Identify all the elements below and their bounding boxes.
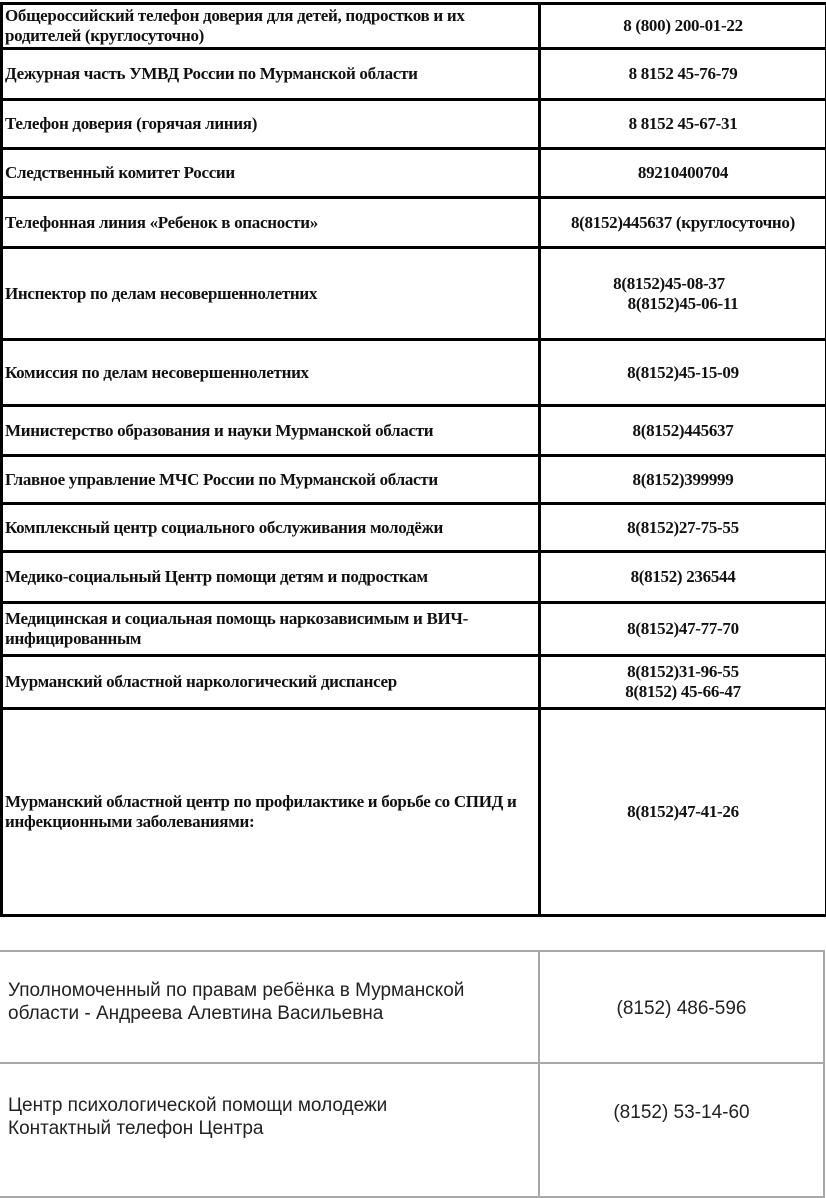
table-row <box>2 603 826 656</box>
table-row <box>2 198 826 248</box>
organization-name: Телефон доверия (горячая линия) <box>2 100 540 149</box>
phone-number-cell <box>540 340 826 406</box>
organization-name: Мурманский областной наркологический диспансер <box>2 656 540 709</box>
phone-number-cell <box>540 4 826 49</box>
hotline-table <box>0 2 826 917</box>
phone-number: 8(8152)45-15-09 <box>543 363 823 383</box>
phone-number: 8(8152)27-75-55 <box>543 518 823 538</box>
phone-number-cell <box>540 49 826 100</box>
table-row <box>2 149 826 198</box>
phone-number: 8(8152)47-41-26 <box>543 802 823 822</box>
phone-number-cell <box>540 552 826 603</box>
phone-number: 8(8152)45-08-37 <box>543 274 823 294</box>
organization-name: Министерство образования и науки Мурманской области <box>2 406 540 456</box>
organization-name: Инспектор по делам несовершеннолетних <box>2 248 540 340</box>
phone-number-cell <box>540 456 826 504</box>
organization-name: Комиссия по делам несовершеннолетних <box>2 340 540 406</box>
table-row <box>2 552 826 603</box>
organization-name: Телефонная линия «Ребенок в опасности» <box>2 198 540 248</box>
phone-number-cell <box>540 709 826 916</box>
phone-number: 8(8152)45-06-11 <box>543 294 823 314</box>
phone-number: 8(8152) 236544 <box>543 567 823 587</box>
phone-number-cell <box>540 603 826 656</box>
additional-contacts-table <box>0 950 825 1198</box>
organization-name: Медицинская и социальная помощь наркозависимым и ВИЧ-инфицированным <box>2 603 540 656</box>
phone-number: 8(8152)445637 <box>543 421 823 441</box>
table-row <box>2 340 826 406</box>
phone-number-cell <box>540 149 826 198</box>
phone-number-cell <box>540 406 826 456</box>
table-row <box>2 248 826 340</box>
organization-name: Дежурная часть УМВД России по Мурманской области <box>2 49 540 100</box>
organization-name: Главное управление МЧС России по Мурманской области <box>2 456 540 504</box>
table-row <box>0 1063 824 1197</box>
organization-name: Комплексный центр социального обслуживания молодёжи <box>2 504 540 552</box>
phone-number: 8(8152) 45-66-47 <box>543 682 823 702</box>
phone-number: 8(8152)31-96-55 <box>543 662 823 682</box>
organization-name: Следственный комитет России <box>2 149 540 198</box>
phone-number-cell <box>540 504 826 552</box>
organization-name: Медико-социальный Центр помощи детям и подросткам <box>2 552 540 603</box>
table-row <box>2 504 826 552</box>
organization-name: Общероссийский телефон доверия для детей, подростков и их родителей (круглосуточно) <box>2 4 540 49</box>
table-row <box>2 656 826 709</box>
table-row <box>2 456 826 504</box>
table-row <box>2 49 826 100</box>
phone-number: (8152) 486-596 <box>539 951 824 1063</box>
phone-number-cell <box>540 248 826 340</box>
phone-number-cell <box>540 100 826 149</box>
phone-number-cell <box>540 198 826 248</box>
phone-number: 89210400704 <box>543 163 823 183</box>
table-row <box>2 4 826 49</box>
organization-name <box>0 1063 539 1197</box>
table-row <box>0 951 824 1063</box>
organization-name-line: Центр психологической помощи молодежи <box>8 1094 538 1117</box>
phone-number: (8152) 53-14-60 <box>539 1063 824 1197</box>
phone-number: 8(8152)399999 <box>543 470 823 490</box>
organization-name-line: области - Андреева Алевтина Васильевна <box>8 1002 538 1025</box>
phone-number: 8 8152 45-76-79 <box>543 64 823 84</box>
organization-name-line: Контактный телефон Центра <box>8 1117 538 1140</box>
phone-number: 8 8152 45-67-31 <box>543 114 823 134</box>
organization-name-line: Уполномоченный по правам ребёнка в Мурманской <box>8 979 538 1002</box>
phone-number: 8(8152)47-77-70 <box>543 619 823 639</box>
table-row <box>2 406 826 456</box>
organization-name: Мурманский областной центр по профилактике и борьбе со СПИД и инфекционными заболеваниями: <box>2 709 540 916</box>
organization-name <box>0 951 539 1063</box>
phone-number: 8(8152)445637 (круглосуточно) <box>543 213 823 233</box>
phone-number: 8 (800) 200-01-22 <box>543 16 823 36</box>
table-row <box>2 100 826 149</box>
phone-number-cell <box>540 656 826 709</box>
table-row <box>2 709 826 916</box>
